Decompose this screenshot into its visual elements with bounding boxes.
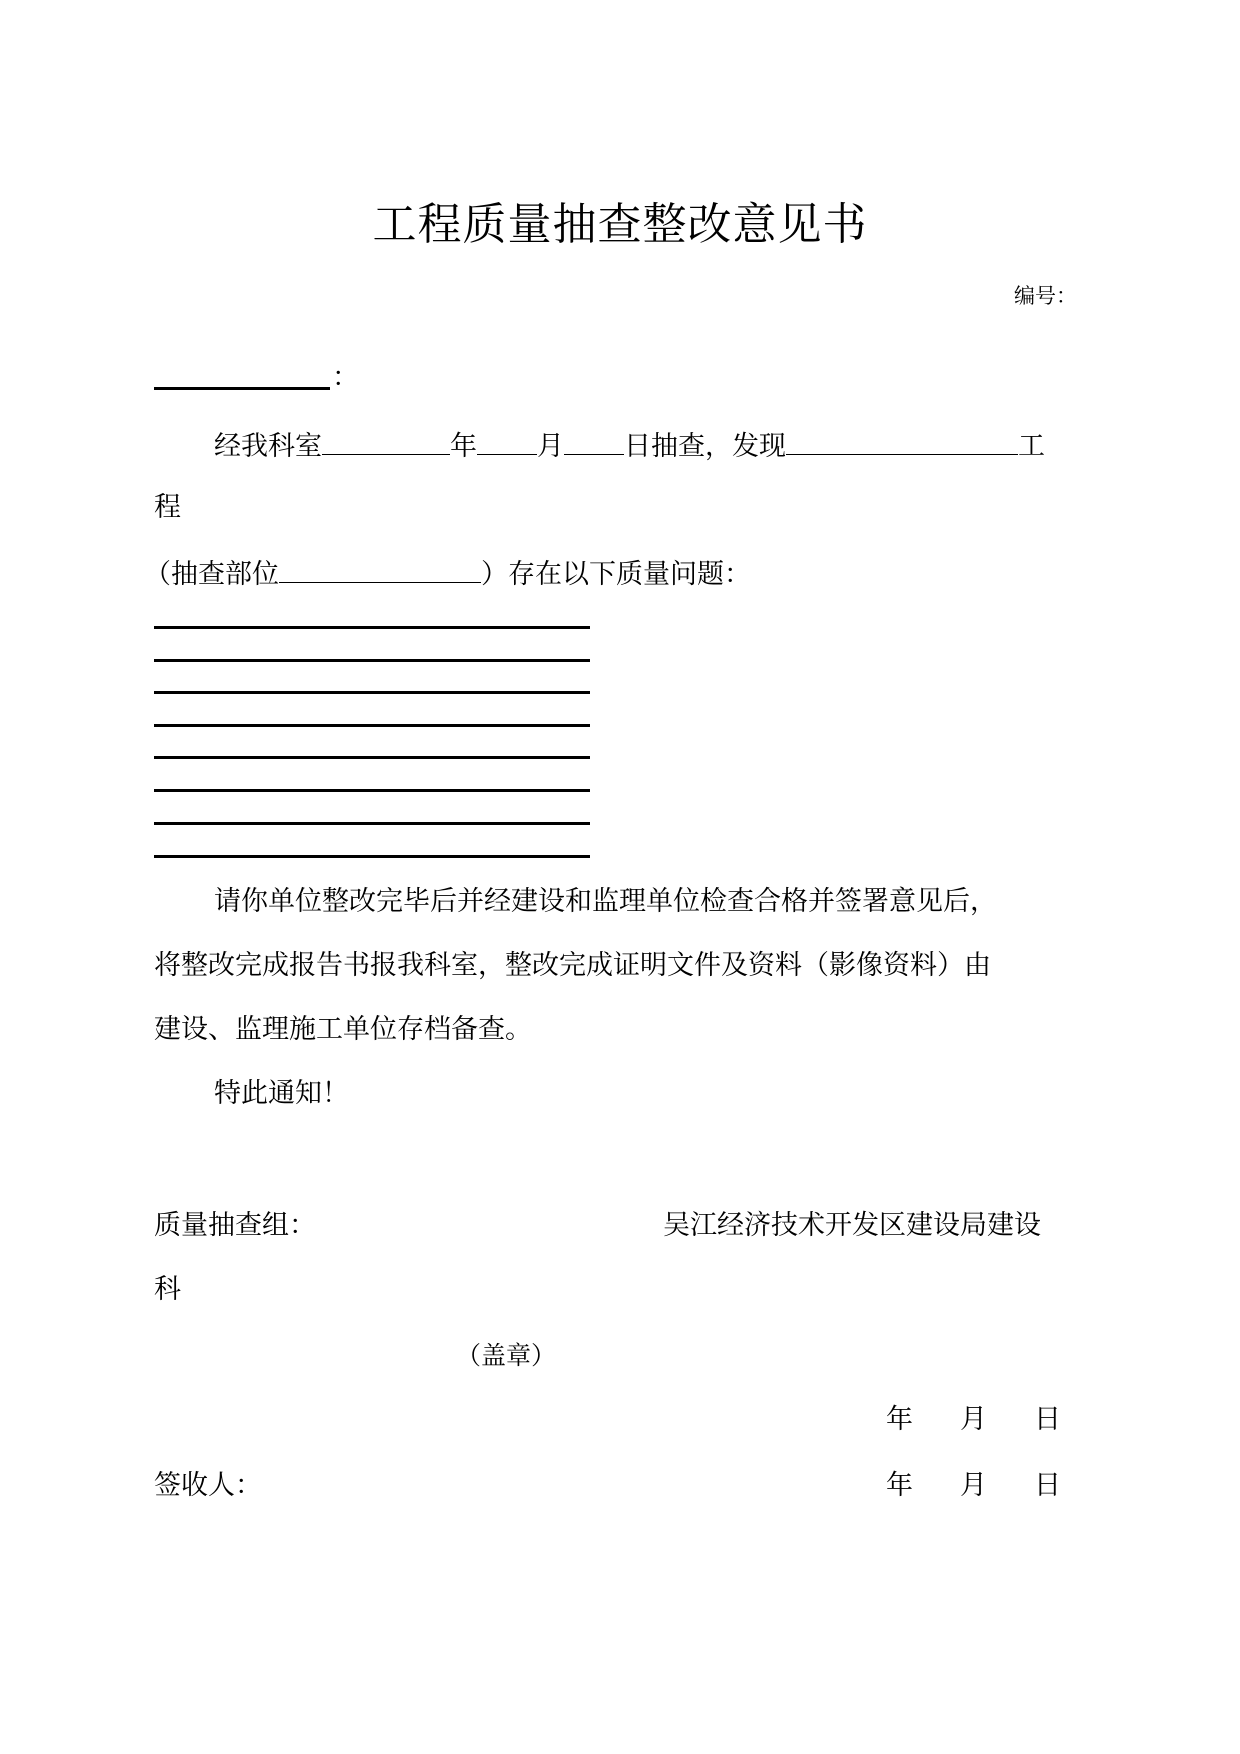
issue-line[interactable] bbox=[154, 691, 590, 694]
org-name-line-1: 吴江经济技术开发区建设局建设 bbox=[663, 1210, 1041, 1241]
issue-line[interactable] bbox=[154, 789, 590, 792]
document-title: 工程质量抽查整改意见书 bbox=[372, 199, 868, 250]
date-day: 日 bbox=[1034, 1404, 1061, 1435]
group-label: 质量抽查组： bbox=[154, 1210, 316, 1241]
intro-line-1 bbox=[214, 428, 1045, 463]
month-blank[interactable] bbox=[477, 428, 537, 455]
issue-line[interactable] bbox=[154, 659, 590, 662]
intro-text-room: 经我科室 bbox=[214, 431, 322, 462]
inspection-part-blank[interactable] bbox=[279, 556, 481, 583]
issue-line[interactable] bbox=[154, 626, 590, 629]
day-found-label: 日抽查，发现 bbox=[624, 431, 786, 462]
project-blank[interactable] bbox=[786, 428, 1018, 455]
recipient-blank[interactable] bbox=[154, 387, 330, 390]
notice-text: 特此通知！ bbox=[214, 1078, 349, 1109]
inspection-part-line bbox=[144, 556, 751, 591]
receiver-date-year: 年 bbox=[886, 1470, 913, 1501]
number-label: 编号： bbox=[1014, 284, 1077, 308]
paragraph-line-2: 将整改完成报告书报我科室，整改完成证明文件及资料（影像资料）由 bbox=[154, 950, 991, 981]
inspection-part-label: （抽查部位 bbox=[144, 559, 279, 590]
receiver-date-day: 日 bbox=[1034, 1470, 1061, 1501]
paragraph-line-3: 建设、监理施工单位存档备查。 bbox=[154, 1014, 532, 1045]
issue-intro-label: ）存在以下质量问题： bbox=[481, 559, 751, 590]
issue-line[interactable] bbox=[154, 724, 590, 727]
date-month: 月 bbox=[960, 1404, 987, 1435]
day-blank[interactable] bbox=[564, 428, 624, 455]
issue-line[interactable] bbox=[154, 822, 590, 825]
date-year: 年 bbox=[886, 1404, 913, 1435]
paragraph-line-1: 请你单位整改完毕后并经建设和监理单位检查合格并签署意见后， bbox=[214, 886, 997, 917]
cheng-char: 程 bbox=[154, 492, 181, 523]
receiver-date-month: 月 bbox=[960, 1470, 987, 1501]
seal-label: （盖章） bbox=[456, 1341, 557, 1370]
recipient-colon: ： bbox=[332, 362, 359, 393]
org-name-line-2: 科 bbox=[154, 1274, 181, 1305]
issue-line[interactable] bbox=[154, 855, 590, 858]
receiver-label: 签收人： bbox=[154, 1470, 262, 1501]
year-blank[interactable] bbox=[322, 428, 450, 455]
issue-line[interactable] bbox=[154, 756, 590, 759]
month-label: 月 bbox=[537, 431, 564, 462]
year-label: 年 bbox=[450, 431, 477, 462]
gong-char: 工 bbox=[1018, 431, 1045, 462]
